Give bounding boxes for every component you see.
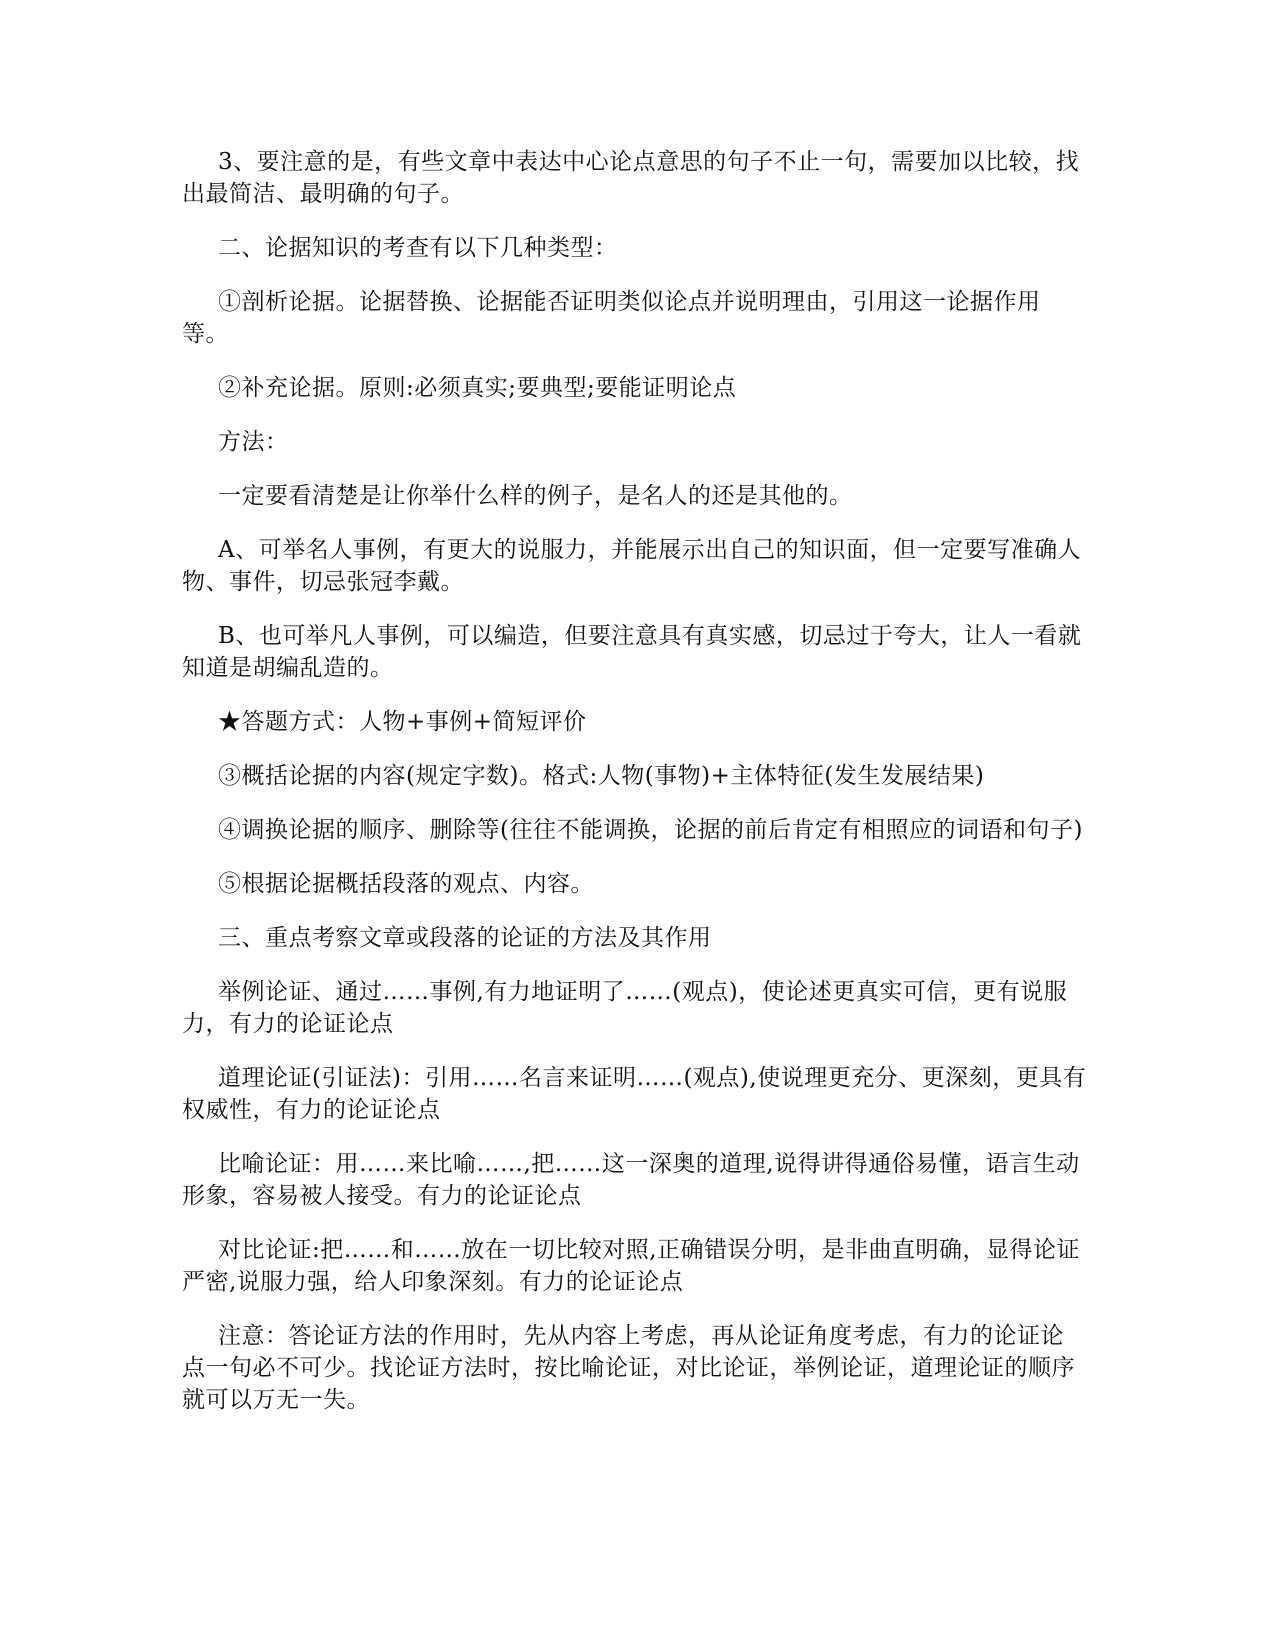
heading-argument-evidence-types: 二、论据知识的考查有以下几种类型： bbox=[218, 235, 618, 261]
paragraph-option-b: B、也可举凡人事例，可以编造，但要注意具有真实感，切忌过于夸大，让人一看就知道是胡编乱造的。 bbox=[182, 623, 1082, 681]
paragraph-method-label: 方法： bbox=[218, 429, 289, 455]
document-body bbox=[182, 146, 1087, 1438]
paragraph-reason-argument: 道理论证(引证法)：引用……名言来证明……(观点),使说理更充分、更深刻，更具有权威性，有力的论证论点 bbox=[182, 1065, 1087, 1123]
paragraph-option-a: A、可举名人事例，有更大的说服力，并能展示出自己的知识面，但一定要写准确人物、事件，切忌张冠李戴。 bbox=[182, 537, 1082, 595]
paragraph-point-3: 3、要注意的是，有些文章中表达中心论点意思的句子不止一句，需要加以比较，找出最简洁、最明确的句子。 bbox=[182, 149, 1080, 207]
paragraph-supplement-evidence: ②补充论据。原则:必须真实;要典型;要能证明论点 bbox=[218, 375, 737, 401]
paragraph-note: 注意：答论证方法的作用时，先从内容上考虑，再从论证角度考虑，有力的论证论点一句必不可少。找论证方法时，按比喻论证，对比论证，举例论证，道理论证的顺序就可以万无一失。 bbox=[182, 1323, 1075, 1413]
paragraph-method-note: 一定要看清楚是让你举什么样的例子，是名人的还是其他的。 bbox=[218, 483, 853, 509]
paragraph-contrast-argument: 对比论证:把……和……放在一切比较对照,正确错误分明，是非曲直明确，显得论证严密,说服力强，给人印象深刻。有力的论证论点 bbox=[182, 1237, 1081, 1295]
paragraph-answer-format: ★答题方式：人物+事例+简短评价 bbox=[218, 709, 587, 735]
heading-argument-methods: 三、重点考察文章或段落的论证的方法及其作用 bbox=[218, 925, 712, 951]
paragraph-summarize-evidence: ③概括论据的内容(规定字数)。格式:人物(事物)+主体特征(发生发展结果) bbox=[218, 763, 985, 789]
paragraph-infer-viewpoint: ⑤根据论据概括段落的观点、内容。 bbox=[218, 871, 594, 897]
paragraph-reorder-evidence: ④调换论据的顺序、删除等(往往不能调换，论据的前后肯定有相照应的词语和句子) bbox=[218, 817, 1083, 843]
paragraph-analyze-evidence: ①剖析论据。论据替换、论据能否证明类似论点并说明理由，引用这一论据作用等。 bbox=[182, 289, 1041, 347]
paragraph-metaphor-argument: 比喻论证：用……来比喻……,把……这一深奥的道理,说得讲得通俗易懂，语言生动形象，容易被人接受。有力的论证论点 bbox=[182, 1151, 1080, 1209]
paragraph-example-argument: 举例论证、通过……事例,有力地证明了……(观点)，使论述更真实可信，更有说服力，有力的论证论点 bbox=[182, 979, 1068, 1037]
